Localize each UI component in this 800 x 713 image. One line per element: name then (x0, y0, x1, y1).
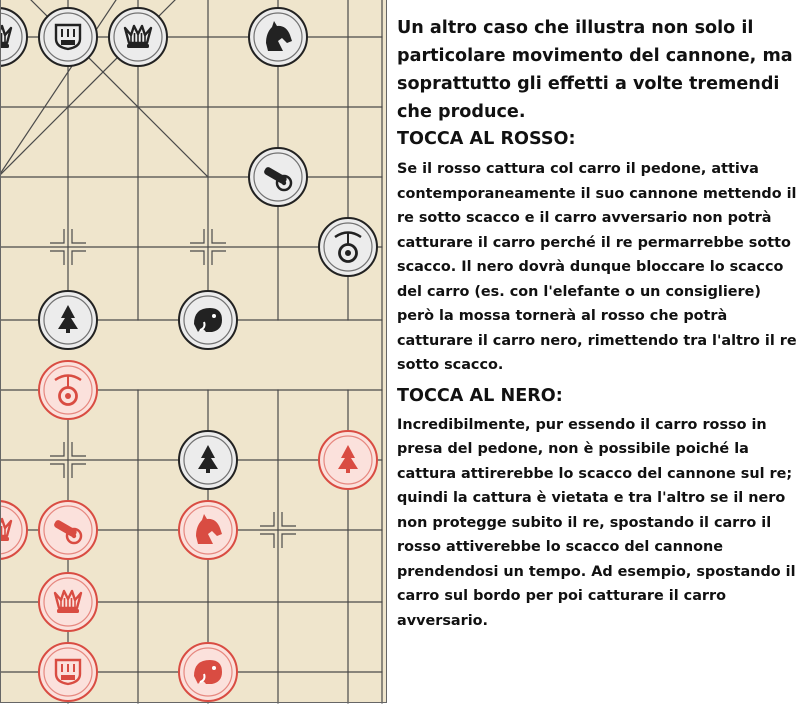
rosso-heading: TOCCA AL ROSSO: (397, 129, 576, 149)
black-king-piece (109, 8, 167, 66)
elephant-eye (212, 666, 216, 670)
red-cannon-piece (39, 501, 97, 559)
red-advisor-piece (39, 643, 97, 701)
red-king-piece (39, 573, 97, 631)
crown-base (127, 44, 149, 48)
piece-disc (39, 361, 97, 419)
intro-text: Un altro caso che illustra non solo il particolare movimento del cannone, ma soprattutto gli effetti a volte tremendi che produce. (397, 18, 793, 122)
red-pawn-piece (319, 431, 377, 489)
black-pawn-piece (179, 431, 237, 489)
advisor-band (61, 675, 75, 680)
xiangqi-board (0, 0, 390, 713)
rosso-paragraph: Se il rosso cattura col carro il pedone, attiva contemporaneamente il suo cannone mettendo il re sotto scacco e il carro avversario non potrà catturare il carro perché il re permarrebbe sotto scacco. Il nero dovrà dunque bloccare lo scacco del carro (es. con l'elefante o un consigliere) però la mossa tornerà al rosso che potrà catturare il carro nero, rimettendo tra l'altro il re sotto scacco. (397, 161, 797, 373)
explanation-panel (397, 14, 797, 633)
red-chariot-piece (39, 361, 97, 419)
chariot-hub (345, 250, 351, 256)
pawn-stem (66, 329, 70, 333)
crown-base (57, 609, 79, 613)
red-elephant-piece (179, 643, 237, 701)
crown-base (0, 537, 9, 541)
red-horse-piece (179, 501, 237, 559)
piece-disc (319, 218, 377, 276)
black-elephant-piece (179, 291, 237, 349)
black-horse-piece (249, 8, 307, 66)
cannon-hub (282, 181, 286, 185)
black-pawn-piece (39, 291, 97, 349)
nero-paragraph: Incredibilmente, pur essendo il carro rosso in presa del pedone, non è possibile poiché la cattura attirerebbe lo scacco del cannone sul re; quindi la cattura è vietata e tra l'altro se il nero non protegge subito il re, spostando il carro il rosso attiverebbe lo scacco del cannone prendendosi un tempo. Ad esempio, spostando il carro sul bordo per poi catturare il carro avversario. (397, 416, 796, 629)
black-advisor-piece (39, 8, 97, 66)
advisor-band (61, 40, 75, 45)
crown-base (0, 44, 9, 48)
pawn-stem (346, 469, 350, 473)
pawn-stem (206, 469, 210, 473)
chariot-hub (65, 393, 71, 399)
cannon-hub (72, 534, 76, 538)
black-chariot-piece (319, 218, 377, 276)
nero-heading: TOCCA AL NERO: (397, 385, 563, 406)
elephant-eye (212, 314, 216, 318)
black-cannon-piece (249, 148, 307, 206)
